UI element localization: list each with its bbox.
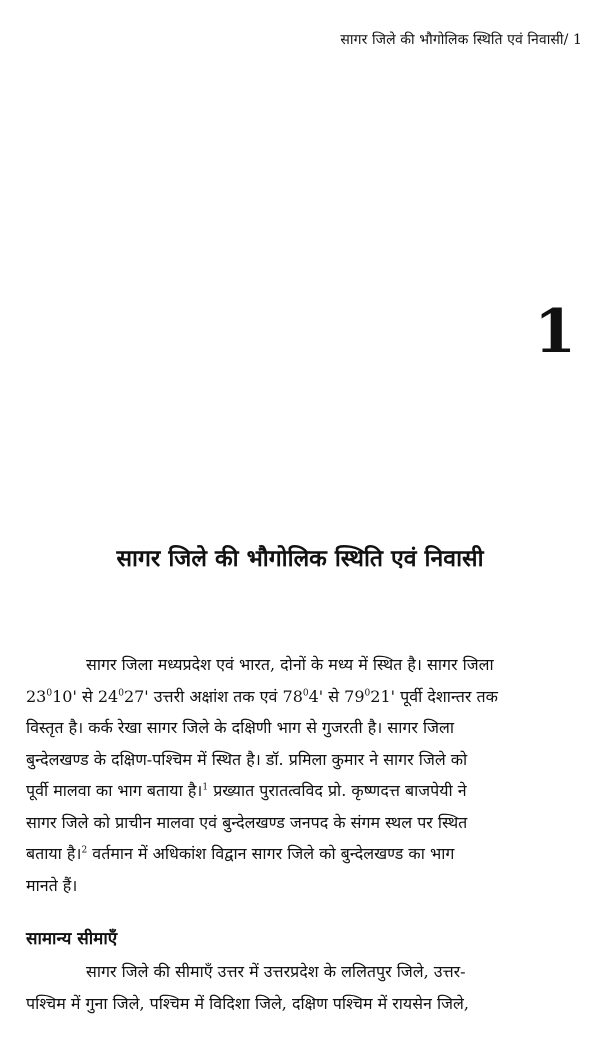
degree-superscript: 0 [46,688,53,699]
text-segment: 4' से 79 [308,686,365,706]
running-header: सागर जिले की भौगोलिक स्थिति एवं निवासी/ 1 [340,32,582,48]
text-segment: 10' से 24 [52,686,119,706]
text-segment: 23 [26,686,47,706]
text-segment: 21' पूर्वी देशान्तर तक [370,686,498,706]
degree-superscript: 0 [118,688,124,699]
paragraph-line-coordinates [26,681,578,713]
paragraph-line: बुन्देलखण्ड के दक्षिण-पश्चिम में स्थित है। डॉ. प्रमिला कुमार ने सागर जिले को [26,749,468,769]
footnote-marker: 1 [202,782,209,793]
text-segment: बताया है। [26,844,82,863]
section-heading: सामान्य सीमाएँ [26,929,118,949]
text-segment: पूर्वी मालवा का भाग बताया है। [26,781,203,800]
text-segment: वर्तमान में अधिकांश विद्वान सागर जिले को बुन्देलखण्ड का भाग [87,844,455,863]
degree-superscript: 0 [302,688,309,699]
paragraph-line: पश्चिम में गुना जिले, पश्चिम में विदिशा जिले, दक्षिण पश्चिम में रायसेन जिले, [26,993,469,1013]
text-segment: 27' उत्तरी अक्षांश तक एवं 78 [123,686,303,706]
chapter-title: सागर जिले की भौगोलिक स्थिति एवं निवासी [116,545,484,572]
paragraph-line: विस्तृत है। कर्क रेखा सागर जिले के दक्षिणी भाग से गुजरती है। सागर जिला [26,718,455,737]
chapter-number: 1 [534,297,576,367]
text-segment: प्रख्यात पुरातत्वविद प्रो. कृष्णदत्त बाजपेयी ने [208,781,467,800]
paragraph-geography [26,649,578,901]
paragraph-line [26,775,578,807]
footnote-marker: 2 [81,845,88,856]
paragraph-line: मानते हैं। [26,875,78,895]
degree-superscript: 0 [364,688,371,699]
paragraph-line: सागर जिले की सीमाएँ उत्तर में उत्तरप्रदेश के ललितपुर जिले, उत्तर- [86,962,466,981]
paragraph-line [26,838,578,870]
paragraph-line: सागर जिला मध्यप्रदेश एवं भारत, दोनों के मध्य में स्थित है। सागर जिला [86,655,494,674]
paragraph-line: सागर जिले को प्राचीन मालवा एवं बुन्देलखण्ड जनपद के संगम स्थल पर स्थित [26,812,468,832]
paragraph-boundaries [26,956,578,1019]
